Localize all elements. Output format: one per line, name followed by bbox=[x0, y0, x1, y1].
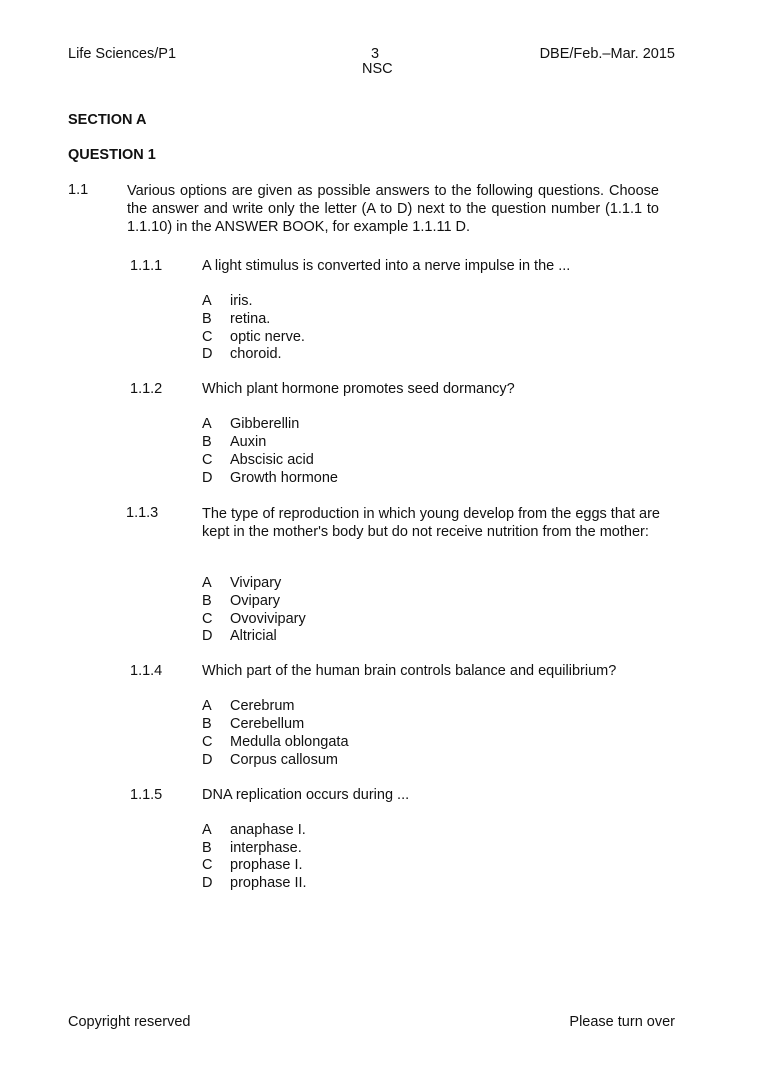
option-text: Vivipary bbox=[230, 575, 282, 591]
option-letter: A bbox=[202, 416, 212, 432]
option-text: Abscisic acid bbox=[230, 452, 314, 468]
option-text: Ovipary bbox=[230, 593, 280, 609]
option-letter: B bbox=[202, 434, 212, 450]
option-text: Auxin bbox=[230, 434, 267, 450]
option-letter: D bbox=[202, 875, 213, 891]
option-letter: A bbox=[202, 293, 212, 309]
option-text: Growth hormone bbox=[230, 470, 338, 486]
question-number: 1.1.1 bbox=[130, 258, 163, 274]
header-left: Life Sciences/P1 bbox=[68, 46, 177, 62]
option-letter: D bbox=[202, 470, 213, 486]
option-text: Altricial bbox=[230, 628, 277, 644]
option-letter: A bbox=[202, 575, 212, 591]
q1-1-text: Various options are given as possible answers to the following questions. Choose the answer and write only the letter (A to D) next to the question number (1.1.1 to 1.1.10) in the ANSWER BOOK, for example 1.1.11 D. bbox=[127, 183, 659, 235]
question-number: 1.1.4 bbox=[130, 663, 163, 679]
option-letter: B bbox=[202, 593, 212, 609]
option-text: optic nerve. bbox=[230, 329, 305, 345]
question-text: Which plant hormone promotes seed dormancy? bbox=[202, 381, 515, 397]
option-text: Medulla oblongata bbox=[230, 734, 349, 750]
option-letter: D bbox=[202, 346, 213, 362]
q1-1-number: 1.1 bbox=[68, 182, 89, 198]
question-text: The type of reproduction in which young develop from the eggs that are kept in the mother's body but do not receive nutrition from the mother: bbox=[202, 506, 660, 540]
option-text: Gibberellin bbox=[230, 416, 300, 432]
option-letter: B bbox=[202, 311, 212, 327]
question-number: 1.1.2 bbox=[130, 381, 163, 397]
option-text: Ovovivipary bbox=[230, 611, 306, 627]
option-text: choroid. bbox=[230, 346, 282, 362]
option-letter: C bbox=[202, 857, 213, 873]
option-text: interphase. bbox=[230, 840, 302, 856]
option-text: prophase I. bbox=[230, 857, 303, 873]
question-number: 1.1.5 bbox=[130, 787, 163, 803]
header-right: DBE/Feb.–Mar. 2015 bbox=[539, 46, 675, 62]
option-letter: C bbox=[202, 611, 213, 627]
option-text: anaphase I. bbox=[230, 822, 306, 838]
header-nsc: NSC bbox=[362, 61, 393, 77]
option-text: prophase II. bbox=[230, 875, 307, 891]
page-number: 3 bbox=[371, 46, 380, 62]
option-letter: A bbox=[202, 822, 212, 838]
footer-left: Copyright reserved bbox=[68, 1014, 191, 1030]
option-text: iris. bbox=[230, 293, 253, 309]
option-letter: D bbox=[202, 752, 213, 768]
option-letter: C bbox=[202, 734, 213, 750]
question-number: 1.1.3 bbox=[126, 505, 159, 521]
option-letter: A bbox=[202, 698, 212, 714]
option-text: Corpus callosum bbox=[230, 752, 338, 768]
footer-right: Please turn over bbox=[569, 1014, 675, 1030]
option-letter: C bbox=[202, 329, 213, 345]
option-text: Cerebellum bbox=[230, 716, 305, 732]
option-letter: D bbox=[202, 628, 213, 644]
option-text: Cerebrum bbox=[230, 698, 295, 714]
option-letter: C bbox=[202, 452, 213, 468]
question-text: DNA replication occurs during ... bbox=[202, 787, 410, 803]
option-letter: B bbox=[202, 716, 212, 732]
section-title: SECTION A bbox=[68, 112, 147, 128]
question-text: A light stimulus is converted into a nerve impulse in the ... bbox=[202, 258, 571, 274]
option-letter: B bbox=[202, 840, 212, 856]
question-text: Which part of the human brain controls balance and equilibrium? bbox=[202, 663, 617, 679]
question-title: QUESTION 1 bbox=[68, 147, 156, 163]
option-text: retina. bbox=[230, 311, 271, 327]
